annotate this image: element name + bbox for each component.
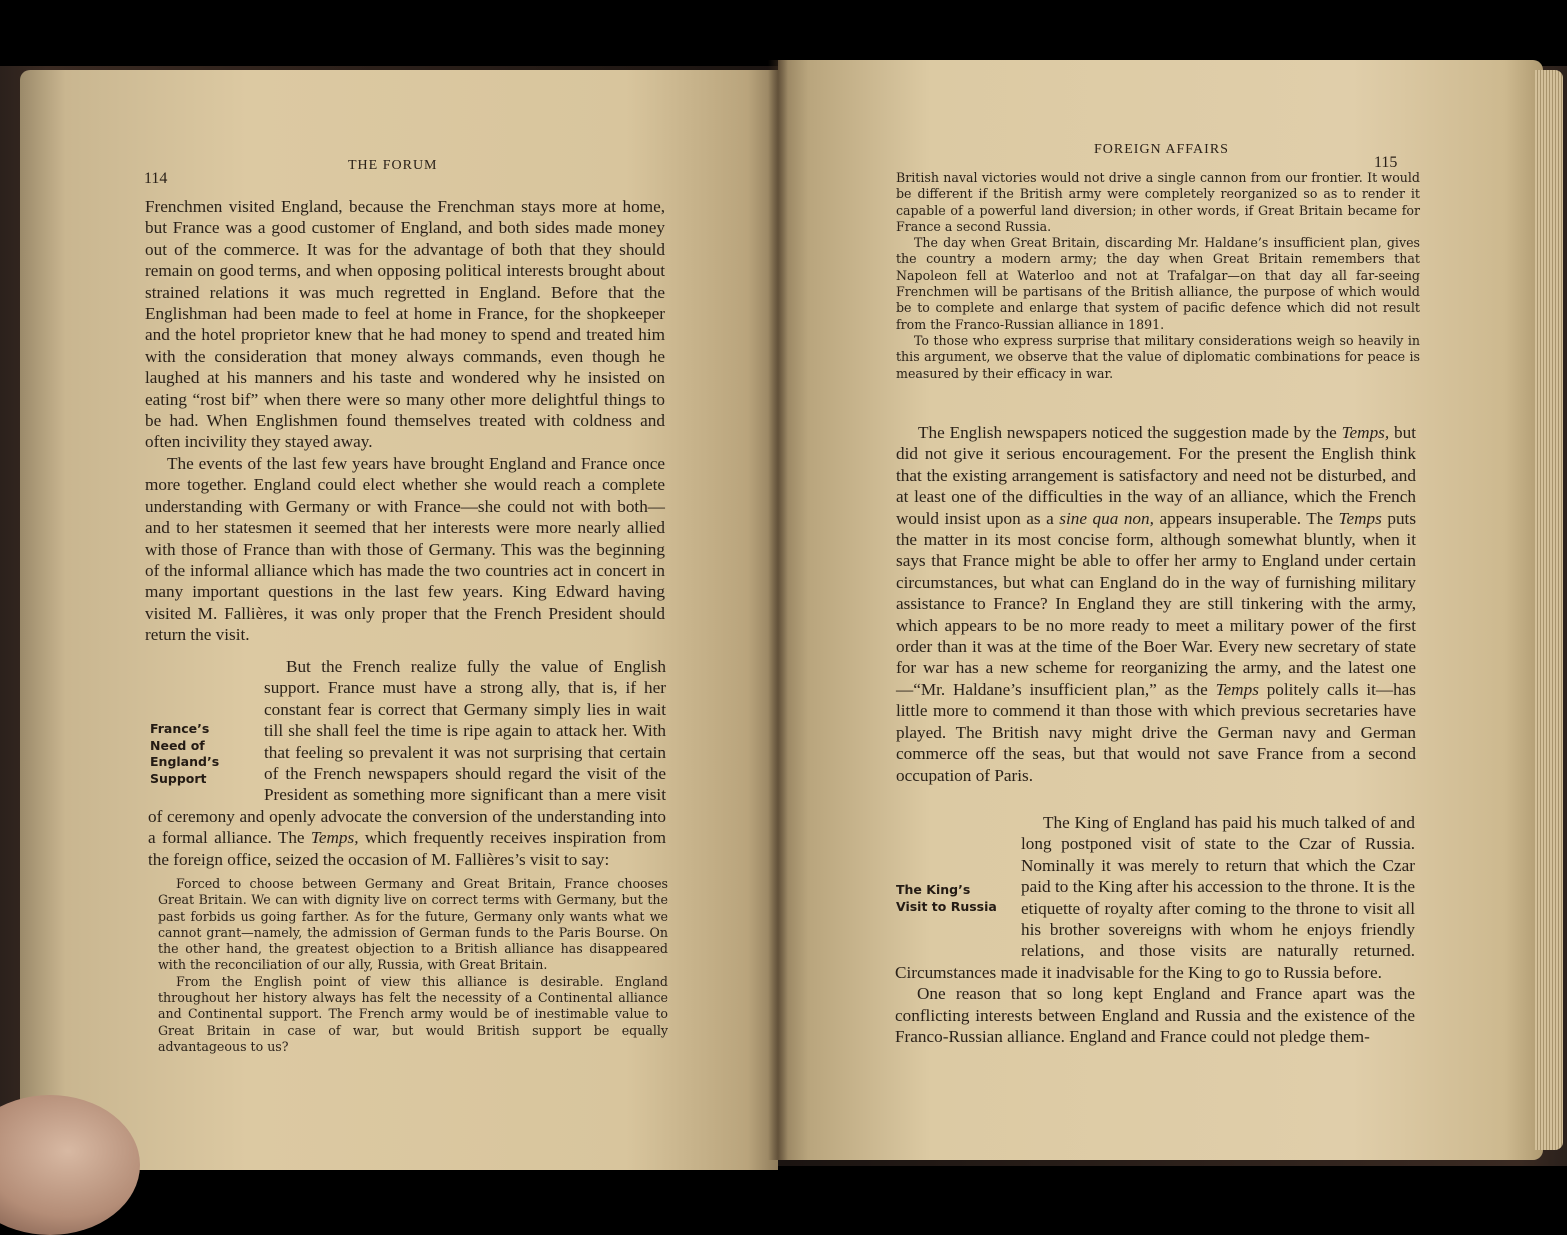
book-gutter [768, 60, 788, 1160]
left-page-number: 114 [144, 170, 168, 187]
right-section-2 [895, 812, 1415, 1047]
left-paragraph-3: But the French realize fully the value of English support. France must have a strong ally, that is, if her constant fear is correct that Germany simply lies in wait till she shall feel the time is ripe again to attack her. With that feeling so prevalent it was not surprising that certain of the French newspapers should regard the visit of the President as something more significant than a mere visit of ceremony and openly advocate the conversion of the understanding into a formal alliance. The Temps, which frequently receives inspiration from the foreign office, seized the occasion of M. Fallières’s visit to say: [148, 657, 666, 869]
right-running-head: FOREIGN AFFAIRS [1094, 142, 1229, 157]
page-edges [1535, 70, 1563, 1150]
right-page [778, 60, 1543, 1160]
right-paragraph-3: One reason that so long kept England and France apart was the conflicting interests between England and Russia and the existence of the Franco-Russian alliance. England and France could not pledge them- [895, 984, 1415, 1047]
left-quote-paragraph-2: From the English point of view this alliance is desirable. England throughout her history always has felt the necessity of a Continental alliance and Continental support. The French army would be of inestimable value to Great Britain in case of war, but would British support be equally advantageous to us? [158, 973, 668, 1054]
right-quote-paragraph-2: The day when Great Britain, discarding Mr. Haldane’s insufficient plan, gives the country a modern army; the day when Great Britain remembers that Napoleon fell at Waterloo and not at Trafalgar—on that day all far-seeing Frenchmen will be partisans of the British alliance, the purpose of which would be to complete and enlarge that system of pacific defence which did not result from the Franco-Russian alliance in 1891. [896, 235, 1420, 332]
right-quote-paragraph-1: British naval victories would not drive a single cannon from our frontier. It would be different if the British army were completely reorganized so as to render it capable of a powerful land diversion; in other words, if Great Britain became for France a second Russia. [896, 170, 1420, 234]
left-paragraph-1: Frenchmen visited England, because the Frenchman stays more at home, but France was a good customer of England, and both sides made money out of the commerce. It was for the advantage of both that they should remain on good terms, and when opposing political interests brought about strained relations it was much regretted in England. Before that the Englishman had been made to feel at home in France, for the shopkeeper and the hotel proprietor knew that he had money to spend and treated him with the consideration that money always commands, even though he laughed at his manners and his taste and wondered why he insisted on eating “rost bif” when there were so many other more delightful things to be had. When Englishmen found themselves treated with coldness and often incivility they stayed away. [145, 197, 665, 452]
left-paragraph-2: The events of the last few years have brought England and France once more together. England could elect whether she would reach a complete understanding with Germany or with France—she could not with both—and to her statesmen it seemed that her interests were more nearly allied with those of France than with those of Germany. This was the beginning of the informal alliance which has made the two countries act in concert in many important questions in the last few years. King Edward having visited M. Fallières, it was only proper that the French President should return the visit. [145, 453, 665, 645]
left-quote [158, 876, 668, 1055]
right-section-1 [896, 422, 1416, 786]
left-quote-paragraph-1: Forced to choose between Germany and Great Britain, France chooses Great Britain. We can with dignity live on correct terms with Germany, but the past forbids us going farther. As for the future, Germany only wants what we cannot grant—namely, the admission of German funds to the Paris Bourse. On the other hand, the greatest objection to a British alliance has disappeared with the reconciliation of our ally, Russia, with Great Britain. [158, 876, 668, 973]
right-paragraph-1: The English newspapers noticed the suggestion made by the Temps, but did not give it serious encouragement. For the present the English think that the existing arrangement is satisfactory and need not be disturbed, and at least one of the difficulties in the way of an alliance, which the French would insist upon as a sine qua non, appears insuperable. The Temps puts the matter in its most concise form, although somewhat bluntly, when it says that France might be able to offer her army to England under certain circumstances, but what can England do in the way of furnishing military assistance to France? In England they are still tinkering with the army, which appears to be no more ready to meet a military power of the first order than it was at the time of the Boer War. Every new secretary of state for war has a new scheme for reorganizing the army, and the latest one—“Mr. Haldane’s insufficient plan,” as the Temps politely calls it—has little more to commend it than those with which previous secretaries have played. The British navy might drive the German navy and German commerce off the seas, but that would not save France from a second occupation of Paris. [896, 423, 1417, 785]
left-section-1 [145, 196, 665, 646]
right-paragraph-2: The King of England has paid his much talked of and long postponed visit of state to the Czar of Russia. Nominally it was merely to return that which the Czar paid to the King after his accession to the throne. It is the etiquette of royalty after coming to the throne to visit all his brother sovereigns with whom he enjoys friendly relations, and those visits are naturally returned. Circumstances made it inadvisable for the King to go to Russia before. [895, 813, 1415, 982]
temps-italic: Temps, [310, 828, 359, 848]
left-page [20, 70, 778, 1170]
right-page-number: 115 [1374, 154, 1398, 171]
side-note-frances-need: France’s Need of England’s Support [150, 721, 220, 786]
side-note-kings-visit: The King’s Visit to Russia [896, 882, 997, 914]
left-running-head: THE FORUM [348, 158, 438, 173]
right-quote-paragraph-3: To those who express surprise that military considerations weigh so heavily in this argument, we observe that the value of diplomatic combinations for peace is measured by their efficacy in war. [896, 332, 1420, 381]
right-quote [896, 170, 1420, 382]
